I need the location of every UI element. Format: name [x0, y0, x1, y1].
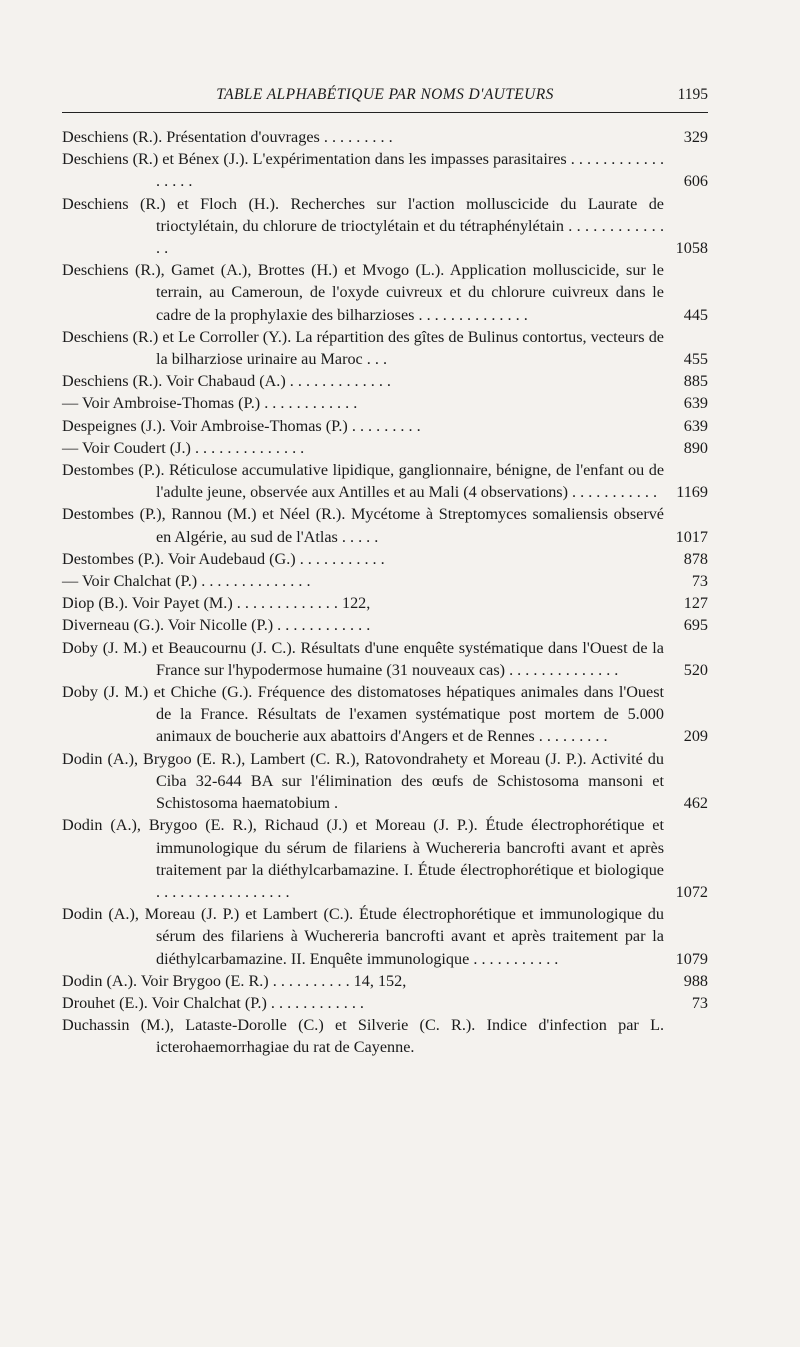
entry-text: Dodin (A.), Brygoo (E. R.), Lambert (C. R.), Ratovondrahety et Moreau (J. P.). Activité du Ciba 32-644 BA sur l'élimination des œufs de Schistosoma mansoni et Schistosoma haematobium . — [62, 749, 664, 813]
entry-text: Destombes (P.), Rannou (M.) et Néel (R.). Mycétome à Streptomyces somaliensis observé en Algérie, au sud de l'Atlas . . . . . — [62, 505, 664, 546]
index-entry — [62, 1014, 708, 1058]
entry-text: Despeignes (J.). Voir Ambroise-Thomas (P.) . . . . . . . . . — [62, 416, 421, 435]
index-entry — [62, 570, 708, 592]
entry-page: 520 — [683, 660, 708, 679]
entry-page: 1058 — [675, 239, 708, 258]
index-entry — [62, 415, 708, 437]
index-entry — [62, 326, 708, 370]
index-entry — [62, 970, 708, 992]
entry-page: 209 — [683, 727, 708, 746]
index-entry — [62, 370, 708, 392]
entry-text: Destombes (P.). Voir Audebaud (G.) . . . . . . . . . . . — [62, 549, 385, 568]
entry-page: 445 — [683, 305, 708, 324]
entry-text: Dodin (A.). Voir Brygoo (E. R.) . . . . . . . . . . 14, 152, — [62, 971, 407, 990]
entry-page: 1072 — [675, 882, 708, 901]
entry-page: 127 — [683, 594, 708, 613]
entry-page: 639 — [683, 394, 708, 413]
index-entry — [62, 992, 708, 1014]
index-entry — [62, 503, 708, 547]
entry-page: 462 — [683, 794, 708, 813]
author-index — [62, 126, 708, 1059]
entry-page: 988 — [683, 971, 708, 990]
entry-text: Dodin (A.), Brygoo (E. R.), Richaud (J.) et Moreau (J. P.). Étude électrophorétique et immunologique du sérum de filariens à Wuchereria bancrofti avant et après traitement par la diéthylcarbamazine. I. Étude électrophorétique et biologique . . . . . . . . . . . . . . . . . — [62, 816, 664, 901]
index-entry — [62, 592, 708, 614]
entry-text: Diop (B.). Voir Payet (M.) . . . . . . . . . . . . . 122, — [62, 594, 371, 613]
entry-page: 1079 — [675, 949, 708, 968]
index-entry — [62, 437, 708, 459]
entry-text: Deschiens (R.) et Floch (H.). Recherches sur l'action molluscicide du Laurate de trioctylétain, du chlorure de trioctylétain et du tétraphénylétain . . . . . . . . . . . . . . — [62, 194, 664, 258]
entry-text: Dodin (A.), Moreau (J. P.) et Lambert (C.). Étude électrophorétique et immunologique du sérum des filariens à Wuchereria bancrofti avant et après traitement par la diéthylcarbamazine. II. Enquête immunologique . . . . . . . . . . . — [62, 905, 664, 968]
index-entry — [62, 748, 708, 815]
entry-page: 606 — [683, 172, 708, 191]
index-entry — [62, 392, 708, 414]
entry-text: Doby (J. M.) et Beaucournu (J. C.). Résultats d'une enquête systématique dans l'Ouest de la France sur l'hypodermose humaine (31 nouveaux cas) . . . . . . . . . . . . . . — [62, 638, 664, 679]
entry-text: Diverneau (G.). Voir Nicolle (P.) . . . . . . . . . . . . — [62, 616, 371, 635]
entry-text: Destombes (P.). Réticulose accumulative lipidique, ganglionnaire, bénigne, de l'enfant ou de l'adulte jeune, observée aux Antilles et au Mali (4 observations) . . . . . . . . . . . — [62, 461, 664, 502]
index-entry — [62, 903, 708, 970]
index-entry — [62, 548, 708, 570]
entry-text: Deschiens (R.). Présentation d'ouvrages . . . . . . . . . — [62, 128, 393, 146]
entry-page: 885 — [683, 372, 708, 391]
entry-page: 455 — [683, 350, 708, 369]
entry-text: Duchassin (M.), Lataste-Dorolle (C.) et Silverie (C. R.). Indice d'infection par L. icterohaemorrhagiae du rat de Cayenne. — [62, 1016, 664, 1057]
entry-text: Drouhet (E.). Voir Chalchat (P.) . . . . . . . . . . . . — [62, 993, 364, 1012]
entry-page: 878 — [683, 549, 708, 568]
index-entry — [62, 148, 708, 192]
index-entry — [62, 614, 708, 636]
index-entry — [62, 637, 708, 681]
entry-text: Deschiens (R.), Gamet (A.), Brottes (H.) et Mvogo (L.). Application molluscicide, sur le terrain, au Cameroun, de l'oxyde cuivreux et du chlorure cuivreux dans le cadre de la prophylaxie des bilharzioses . . . . . . . . . . . . . . — [62, 261, 664, 324]
entry-text: Deschiens (R.) et Bénex (J.). L'expérimentation dans les impasses parasitaires . . . . . . . . . . . . . . . . . — [62, 150, 664, 191]
page-title: TABLE ALPHABÉTIQUE PAR NOMS D'AUTEURS — [216, 86, 554, 103]
entry-text: — Voir Ambroise-Thomas (P.) . . . . . . . . . . . . — [62, 394, 358, 413]
index-entry — [62, 681, 708, 748]
index-entry — [62, 126, 708, 148]
running-header — [62, 84, 708, 113]
entry-text: Deschiens (R.) et Le Corroller (Y.). La répartition des gîtes de Bulinus contortus, vecteurs de la bilharziose urinaire au Maroc . . . — [62, 327, 664, 369]
index-entry — [62, 193, 708, 260]
entry-page: 890 — [683, 438, 708, 457]
entry-page: 639 — [683, 416, 708, 435]
entry-page: 73 — [691, 993, 708, 1012]
entry-text: Deschiens (R.). Voir Chabaud (A.) . . . . . . . . . . . . . — [62, 372, 391, 391]
entry-text: Doby (J. M.) et Chiche (G.). Fréquence des distomatoses hépatiques animales dans l'Ouest de la France. Résultats de l'examen systématique post mortem de 5.000 animaux de boucherie aux abattoirs d'Angers et de Rennes . . . . . . . . . — [62, 683, 664, 746]
entry-page: 329 — [683, 128, 708, 146]
index-entry — [62, 259, 708, 326]
page-number: 1195 — [677, 86, 708, 103]
entry-page: 73 — [691, 572, 708, 591]
entry-text: — Voir Chalchat (P.) . . . . . . . . . . . . . . — [62, 572, 311, 591]
entry-page: 1017 — [675, 527, 708, 546]
entry-text: — Voir Coudert (J.) . . . . . . . . . . . . . . — [62, 438, 305, 457]
index-entry — [62, 459, 708, 503]
entry-page: 695 — [683, 616, 708, 635]
index-entry — [62, 814, 708, 903]
entry-page: 1169 — [676, 483, 708, 502]
